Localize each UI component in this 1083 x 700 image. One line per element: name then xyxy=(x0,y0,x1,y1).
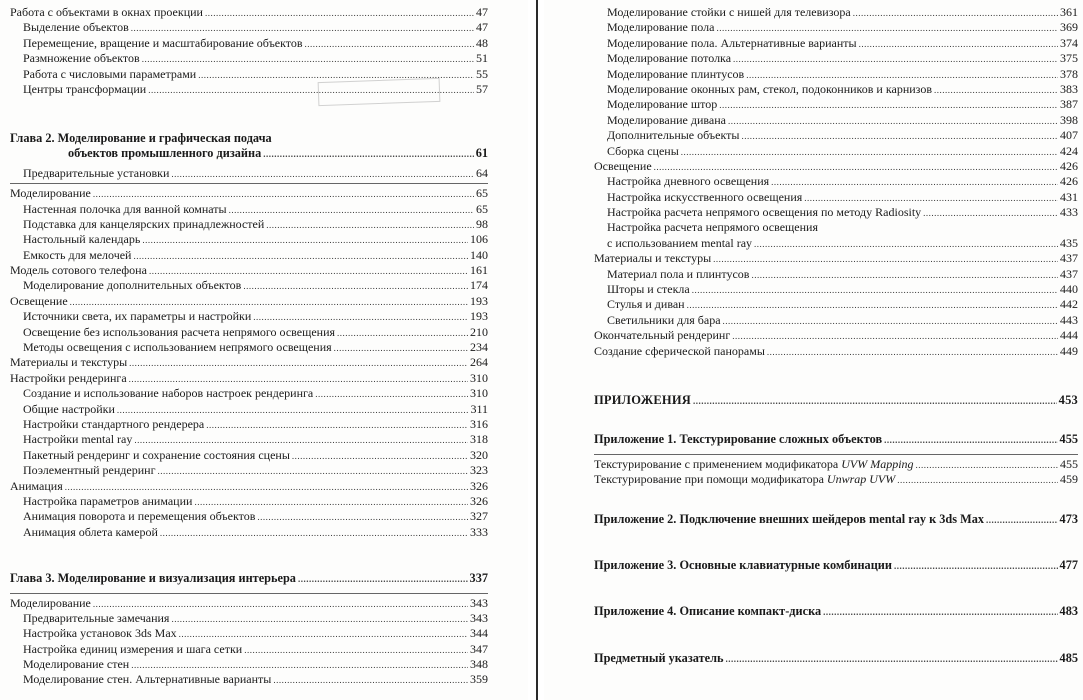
toc-entry[interactable] xyxy=(10,248,488,263)
toc-entry-page: 431 xyxy=(1060,189,1078,204)
dot-leader xyxy=(142,52,474,67)
dot-leader xyxy=(93,187,474,202)
dot-leader xyxy=(229,203,474,218)
dot-leader xyxy=(823,605,1057,620)
toc-entry[interactable] xyxy=(594,190,1078,205)
dot-leader xyxy=(771,175,1058,190)
toc-entry-title: Модель сотового телефона xyxy=(10,263,147,278)
appendix-2-page: 473 xyxy=(1059,511,1078,526)
toc-entry[interactable] xyxy=(10,202,488,217)
dot-leader xyxy=(681,145,1058,160)
left-page xyxy=(0,0,528,700)
toc-entry-title: Настройки рендеринга xyxy=(10,370,127,385)
toc-entry-page: 424 xyxy=(1060,143,1078,158)
toc-entry[interactable] xyxy=(594,205,1078,220)
appendix-1-title-text: Приложение 1. Текстурирование сложных объектов xyxy=(594,432,883,447)
toc-entry-title: Настройка расчета непрямого освещения xyxy=(607,220,818,235)
toc-entry-title: Работа с числовыми параметрами xyxy=(23,66,197,81)
chapter-3-title-text: Глава 3. Моделирование и визуализация интерьера xyxy=(10,571,296,586)
dot-leader xyxy=(716,21,1058,36)
appendix-3-title[interactable] xyxy=(594,558,1078,573)
toc-entry-title: Настройки mental ray xyxy=(23,432,133,447)
dot-leader xyxy=(859,37,1058,52)
appendices-page: 453 xyxy=(1058,392,1078,407)
dot-leader xyxy=(692,283,1058,298)
toc-entry-title: Моделирование дивана xyxy=(607,112,726,127)
toc-entry-title: Настройки стандартного рендерера xyxy=(23,416,205,431)
dot-leader xyxy=(728,114,1058,129)
toc-entry-page: 106 xyxy=(470,232,488,247)
toc-entry-title: Настенная полочка для ванной комнаты xyxy=(23,201,227,216)
dot-leader xyxy=(148,83,474,98)
toc-entry-unwrap-uvw[interactable] xyxy=(594,472,1078,487)
dot-leader xyxy=(884,433,1057,448)
dot-leader xyxy=(733,52,1058,67)
dot-leader xyxy=(171,167,474,182)
toc-entry-title: Создание и использование наборов настроек рендеринга xyxy=(23,386,314,401)
appendices-title: ПРИЛОЖЕНИЯ xyxy=(594,392,691,407)
dot-leader xyxy=(337,326,468,341)
dot-leader xyxy=(129,356,468,371)
toc-entry[interactable] xyxy=(594,113,1078,128)
dot-leader xyxy=(194,495,468,510)
toc-entry-page: 440 xyxy=(1060,282,1078,297)
toc-entry-page: 161 xyxy=(470,263,488,278)
toc-entry[interactable] xyxy=(10,463,488,478)
dot-leader xyxy=(198,68,474,83)
toc-entry[interactable] xyxy=(10,417,488,432)
dot-leader xyxy=(687,298,1058,313)
toc-entry-page: 264 xyxy=(470,355,488,370)
toc-entry[interactable] xyxy=(10,36,488,51)
subject-index-title-text: Предметный указатель xyxy=(594,650,724,665)
toc-entry-page: 375 xyxy=(1060,51,1078,66)
toc-entry[interactable] xyxy=(594,144,1078,159)
toc-entry[interactable] xyxy=(594,174,1078,189)
toc-entry[interactable] xyxy=(10,355,488,370)
toc-entry-title: Моделирование плинтусов xyxy=(607,66,745,81)
toc-entry-title: Моделирование оконных рам, стекол, подоконников и карнизов xyxy=(607,81,932,96)
toc-entry-page: 348 xyxy=(470,657,488,672)
toc-entry[interactable] xyxy=(594,282,1078,297)
toc-entry[interactable] xyxy=(10,509,488,524)
toc-entry[interactable] xyxy=(594,36,1078,51)
toc-entry-page: 433 xyxy=(1060,205,1078,220)
chapter-2-title-line2[interactable] xyxy=(10,146,488,161)
dot-leader xyxy=(134,433,468,448)
dot-leader xyxy=(334,341,468,356)
toc-entry-page: 359 xyxy=(470,672,488,687)
toc-entry-page: 435 xyxy=(1060,235,1078,250)
toc-entry[interactable] xyxy=(10,494,488,509)
dot-leader xyxy=(117,403,469,418)
toc-entry-title: Настройка единиц измерения и шага сетки xyxy=(23,641,243,656)
dot-leader xyxy=(131,21,474,36)
toc-entry[interactable] xyxy=(594,5,1078,20)
toc-entry-page: 65 xyxy=(476,186,488,201)
toc-entry-page: 347 xyxy=(470,641,488,656)
toc-entry[interactable] xyxy=(10,186,488,201)
toc-entry[interactable] xyxy=(10,448,488,463)
toc-section-chapter2-intro xyxy=(10,166,488,181)
toc-entry-title: Настройка расчета непрямого освещения по методу Radiosity xyxy=(607,205,922,220)
dot-leader xyxy=(298,572,468,587)
toc-entry-page: 369 xyxy=(1060,20,1078,35)
toc-entry-title: Создание сферической панорамы xyxy=(594,343,765,358)
toc-entry-title: Настройка установок 3ds Max xyxy=(23,626,177,641)
toc-entry-title: Настройка параметров анимации xyxy=(23,493,193,508)
dot-leader xyxy=(266,218,474,233)
dot-leader xyxy=(741,129,1058,144)
toc-entry-title: Пакетный рендеринг и сохранение состояния сцены xyxy=(23,447,290,462)
toc-section-chapter3-cont xyxy=(594,5,1078,220)
toc-entry-title: Подставка для канцелярских принадлежностей xyxy=(23,216,265,231)
dot-leader xyxy=(93,597,468,612)
toc-entry-title: Шторы и стекла xyxy=(607,282,690,297)
toc-entry-title: Сборка сцены xyxy=(607,143,679,158)
section-rule xyxy=(594,454,1078,455)
appendix-4-title[interactable] xyxy=(594,604,1078,619)
toc-entry-title: Предварительные замечания xyxy=(23,610,170,625)
dot-leader xyxy=(205,6,474,21)
toc-entry-title: Анимация xyxy=(10,478,63,493)
toc-entry-page: 310 xyxy=(470,370,488,385)
toc-entry-title: Анимация облета камерой xyxy=(23,524,158,539)
toc-entry-title: Настройка искусственного освещения xyxy=(607,189,803,204)
toc-section-chapter3-end xyxy=(594,251,1078,359)
dot-leader xyxy=(713,252,1058,267)
dot-leader xyxy=(65,480,468,495)
section-rule xyxy=(10,183,488,184)
toc-entry-page: 193 xyxy=(470,293,488,308)
toc-entry-title: с использованием mental ray xyxy=(607,235,753,250)
toc-entry[interactable] xyxy=(10,263,488,278)
toc-entry-page: 459 xyxy=(1060,472,1078,487)
toc-entry-title: Моделирование пола. Альтернативные варианты xyxy=(607,35,857,50)
dot-leader xyxy=(179,627,468,642)
toc-entry[interactable] xyxy=(10,657,488,672)
toc-section-chapter3-start xyxy=(10,596,488,688)
toc-entry[interactable] xyxy=(594,297,1078,312)
toc-entry-page: 311 xyxy=(470,401,488,416)
toc-entry-title: Общие настройки xyxy=(23,401,115,416)
dot-leader xyxy=(171,612,468,627)
dot-leader xyxy=(719,98,1058,113)
dot-leader xyxy=(142,233,468,248)
toc-entry-page: 64 xyxy=(476,165,488,180)
toc-entry-title: Моделирование штор xyxy=(607,97,718,112)
appendix-3-title-text: Приложение 3. Основные клавиатурные комбинации xyxy=(594,557,892,572)
toc-left xyxy=(10,5,488,688)
toc-entry[interactable] xyxy=(10,166,488,181)
dot-leader xyxy=(693,394,1057,409)
dot-leader xyxy=(129,372,468,387)
toc-entry-title-emphasis: UVW Mapping xyxy=(841,456,914,471)
dot-leader xyxy=(923,206,1058,221)
toc-entry[interactable] xyxy=(10,525,488,540)
toc-entry[interactable] xyxy=(10,386,488,401)
toc-entry-page: 333 xyxy=(470,524,488,539)
toc-entry[interactable] xyxy=(594,20,1078,35)
toc-entry[interactable] xyxy=(10,309,488,324)
toc-entry-page: 318 xyxy=(470,432,488,447)
toc-entry-page: 443 xyxy=(1060,312,1078,327)
toc-entry-page: 47 xyxy=(476,20,488,35)
toc-entry[interactable] xyxy=(10,596,488,611)
dot-leader xyxy=(894,559,1058,574)
toc-entry-page: 51 xyxy=(476,51,488,66)
toc-entry-title: Предварительные установки xyxy=(23,165,170,180)
dot-leader xyxy=(654,160,1058,175)
toc-entry-title: Моделирование пола xyxy=(607,20,715,35)
toc-entry[interactable] xyxy=(594,82,1078,97)
dot-leader xyxy=(305,37,474,52)
toc-entry[interactable] xyxy=(594,97,1078,112)
toc-entry-title: Окончательный рендеринг xyxy=(594,328,731,343)
dot-leader xyxy=(897,473,1058,488)
toc-entry[interactable] xyxy=(10,294,488,309)
toc-entry-page: 193 xyxy=(470,309,488,324)
toc-entry-page: 234 xyxy=(470,340,488,355)
toc-entry-page: 174 xyxy=(470,278,488,293)
toc-entry-page: 407 xyxy=(1060,128,1078,143)
toc-entry-page: 455 xyxy=(1060,456,1078,471)
toc-entry-page: 344 xyxy=(470,626,488,641)
toc-entry-title: Источники света, их параметры и настройки xyxy=(23,309,252,324)
dot-leader xyxy=(70,295,468,310)
toc-entry-title: Анимация поворота и перемещения объектов xyxy=(23,509,256,524)
toc-entry-page: 374 xyxy=(1060,35,1078,50)
dot-leader xyxy=(273,673,468,688)
toc-entry-title: Материал пола и плинтусов xyxy=(607,266,750,281)
toc-entry-page: 444 xyxy=(1060,328,1078,343)
toc-entry[interactable] xyxy=(594,251,1078,266)
appendices-heading[interactable] xyxy=(594,393,1078,408)
toc-entry-title: Освещение xyxy=(10,293,68,308)
toc-entry[interactable] xyxy=(594,328,1078,343)
toc-entry[interactable] xyxy=(594,267,1078,282)
chapter-2-title-line1[interactable] xyxy=(10,131,488,146)
toc-entry[interactable] xyxy=(10,51,488,66)
toc-entry-title: Настройка дневного освещения xyxy=(607,174,770,189)
toc-entry-title: Перемещение, вращение и масштабирование объектов xyxy=(23,35,303,50)
toc-entry-title-prefix: Текстурирование при помощи модификатора xyxy=(594,472,827,487)
toc-entry[interactable] xyxy=(10,402,488,417)
dot-leader xyxy=(292,449,468,464)
dot-leader xyxy=(315,387,468,402)
toc-entry[interactable] xyxy=(10,67,488,82)
dot-leader xyxy=(160,526,468,541)
dot-leader xyxy=(206,418,468,433)
toc-entry-page: 48 xyxy=(476,35,488,50)
toc-entry-title-prefix: Текстурирование с применением модификатора xyxy=(594,456,842,471)
dot-leader xyxy=(263,147,473,162)
toc-entry[interactable] xyxy=(10,611,488,626)
toc-entry[interactable] xyxy=(10,232,488,247)
toc-entry[interactable] xyxy=(594,159,1078,174)
dot-leader xyxy=(244,643,468,658)
toc-entry[interactable] xyxy=(10,479,488,494)
toc-entry-title: Моделирование потолка xyxy=(607,51,732,66)
dot-leader xyxy=(986,513,1058,528)
toc-entry-page: 378 xyxy=(1060,66,1078,81)
toc-entry-page: 65 xyxy=(476,201,488,216)
toc-entry-page: 361 xyxy=(1060,5,1078,19)
toc-entry-page: 449 xyxy=(1060,343,1078,358)
toc-entry-title: Материалы и текстуры xyxy=(594,251,712,266)
toc-entry[interactable] xyxy=(10,642,488,657)
dot-leader xyxy=(934,83,1058,98)
toc-entry-title: Работа с объектами в окнах проекции xyxy=(10,5,203,19)
toc-entry[interactable] xyxy=(10,432,488,447)
toc-entry-title: Поэлементный рендеринг xyxy=(23,463,156,478)
dot-leader xyxy=(131,658,468,673)
appendix-4-title-text: Приложение 4. Описание компакт-диска xyxy=(594,604,822,619)
appendix-4-page: 483 xyxy=(1059,604,1078,619)
appendix-2-title[interactable] xyxy=(594,512,1078,527)
toc-entry[interactable] xyxy=(10,626,488,641)
toc-entry-title xyxy=(594,472,895,487)
appendix-1-title[interactable] xyxy=(594,432,1078,447)
toc-entry[interactable] xyxy=(10,672,488,687)
toc-entry-page: 323 xyxy=(470,463,488,478)
toc-section-chapter2-body xyxy=(10,186,488,540)
toc-entry-mentalray-line2[interactable] xyxy=(594,236,1078,251)
right-page xyxy=(544,0,1083,700)
toc-entry[interactable] xyxy=(10,5,488,20)
toc-entry-page: 47 xyxy=(476,5,488,19)
subject-index-page: 485 xyxy=(1059,650,1078,665)
book-spine-divider xyxy=(536,0,538,700)
toc-entry-page: 398 xyxy=(1060,112,1078,127)
toc-entry-uvw-mapping[interactable] xyxy=(594,457,1078,472)
dot-leader xyxy=(916,458,1058,473)
dot-leader xyxy=(257,510,468,525)
toc-entry[interactable] xyxy=(594,51,1078,66)
appendix-3-page: 477 xyxy=(1059,557,1078,572)
toc-entry-title: Моделирование стойки с нишей для телевизора xyxy=(607,5,851,19)
appendix-1-page: 455 xyxy=(1059,432,1078,447)
dot-leader xyxy=(158,464,469,479)
toc-entry-page: 383 xyxy=(1060,81,1078,96)
toc-entry[interactable] xyxy=(10,278,488,293)
toc-entry-title: Дополнительные объекты xyxy=(607,128,740,143)
toc-entry-page: 320 xyxy=(470,447,488,462)
toc-entry-title: Моделирование xyxy=(10,595,91,610)
dot-leader xyxy=(149,264,468,279)
dot-leader xyxy=(853,6,1058,21)
toc-right xyxy=(594,5,1078,666)
toc-entry[interactable] xyxy=(10,340,488,355)
toc-entry-title: Размножение объектов xyxy=(23,51,140,66)
dot-leader xyxy=(754,237,1058,252)
toc-entry-page: 316 xyxy=(470,416,488,431)
toc-entry-page: 140 xyxy=(470,247,488,262)
dot-leader xyxy=(746,68,1058,83)
toc-entry-page: 343 xyxy=(470,595,488,610)
dot-leader xyxy=(726,652,1058,667)
toc-entry-title: Освещение без использования расчета непрямого освещения xyxy=(23,324,336,339)
dot-leader xyxy=(723,314,1058,329)
toc-entry-title: Стулья и диван xyxy=(607,297,685,312)
toc-entry-page: 326 xyxy=(470,493,488,508)
toc-entry-page: 326 xyxy=(470,478,488,493)
toc-entry-title xyxy=(594,457,914,472)
toc-entry[interactable] xyxy=(10,217,488,232)
chapter-2-title-text: Глава 2. Моделирование и графическая подача xyxy=(10,131,272,146)
toc-entry[interactable] xyxy=(594,67,1078,82)
toc-entry-page: 343 xyxy=(470,610,488,625)
toc-entry-title: Настольный календарь xyxy=(23,232,141,247)
toc-entry-page: 437 xyxy=(1060,251,1078,266)
toc-entry-page: 98 xyxy=(476,216,488,231)
chapter-2-page: 61 xyxy=(475,146,488,161)
toc-entry-page: 426 xyxy=(1060,174,1078,189)
subject-index-title[interactable] xyxy=(594,651,1078,666)
dot-leader xyxy=(253,310,468,325)
section-rule xyxy=(10,593,488,594)
toc-entry-page: 387 xyxy=(1060,97,1078,112)
toc-entry-page: 327 xyxy=(470,509,488,524)
dot-leader xyxy=(732,329,1058,344)
chapter-3-title[interactable] xyxy=(10,571,488,586)
toc-entry-page: 426 xyxy=(1060,158,1078,173)
toc-entry-mentalray-line1[interactable] xyxy=(594,220,1078,235)
toc-entry[interactable] xyxy=(10,325,488,340)
dot-leader xyxy=(751,268,1058,283)
toc-entry-title: Методы освещения с использованием непрямого освещения xyxy=(23,340,332,355)
toc-entry[interactable] xyxy=(10,20,488,35)
dot-leader xyxy=(767,345,1058,360)
toc-entry-title: Моделирование стен xyxy=(23,657,130,672)
dot-leader xyxy=(804,191,1058,206)
toc-entry[interactable] xyxy=(594,128,1078,143)
toc-entry-title-emphasis: Unwrap UVW xyxy=(826,472,896,487)
toc-entry-page: 310 xyxy=(470,386,488,401)
toc-entry-title: Емкость для мелочей xyxy=(23,247,132,262)
toc-entry-page: 210 xyxy=(470,324,488,339)
appendix-2-title-text: Приложение 2. Подключение внешних шейдеров mental ray к 3ds Max xyxy=(594,511,984,526)
toc-entry-title: Освещение xyxy=(594,158,652,173)
toc-entry-title: Моделирование xyxy=(10,186,91,201)
toc-entry-title: Моделирование дополнительных объектов xyxy=(23,278,242,293)
toc-entry-title: Выделение объектов xyxy=(23,20,129,35)
toc-entry-page: 442 xyxy=(1060,297,1078,312)
toc-entry-title: Материалы и текстуры xyxy=(10,355,128,370)
toc-entry-page: 437 xyxy=(1060,266,1078,281)
toc-entry-page: 55 xyxy=(476,66,488,81)
chapter-3-page: 337 xyxy=(469,571,488,586)
toc-entry[interactable] xyxy=(594,344,1078,359)
toc-entry[interactable] xyxy=(10,82,488,97)
toc-entry-page: 57 xyxy=(476,81,488,96)
toc-entry[interactable] xyxy=(10,371,488,386)
dot-leader xyxy=(243,279,468,294)
dot-leader xyxy=(133,249,468,264)
toc-entry-title: Центры трансформации xyxy=(23,81,147,96)
toc-section-chapter1-tail xyxy=(10,5,488,97)
toc-entry-title: Светильники для бара xyxy=(607,312,721,327)
chapter-2-subtitle-text: объектов промышленного дизайна xyxy=(68,146,262,161)
toc-entry-title: Моделирование стен. Альтернативные варианты xyxy=(23,672,272,687)
toc-entry[interactable] xyxy=(594,313,1078,328)
